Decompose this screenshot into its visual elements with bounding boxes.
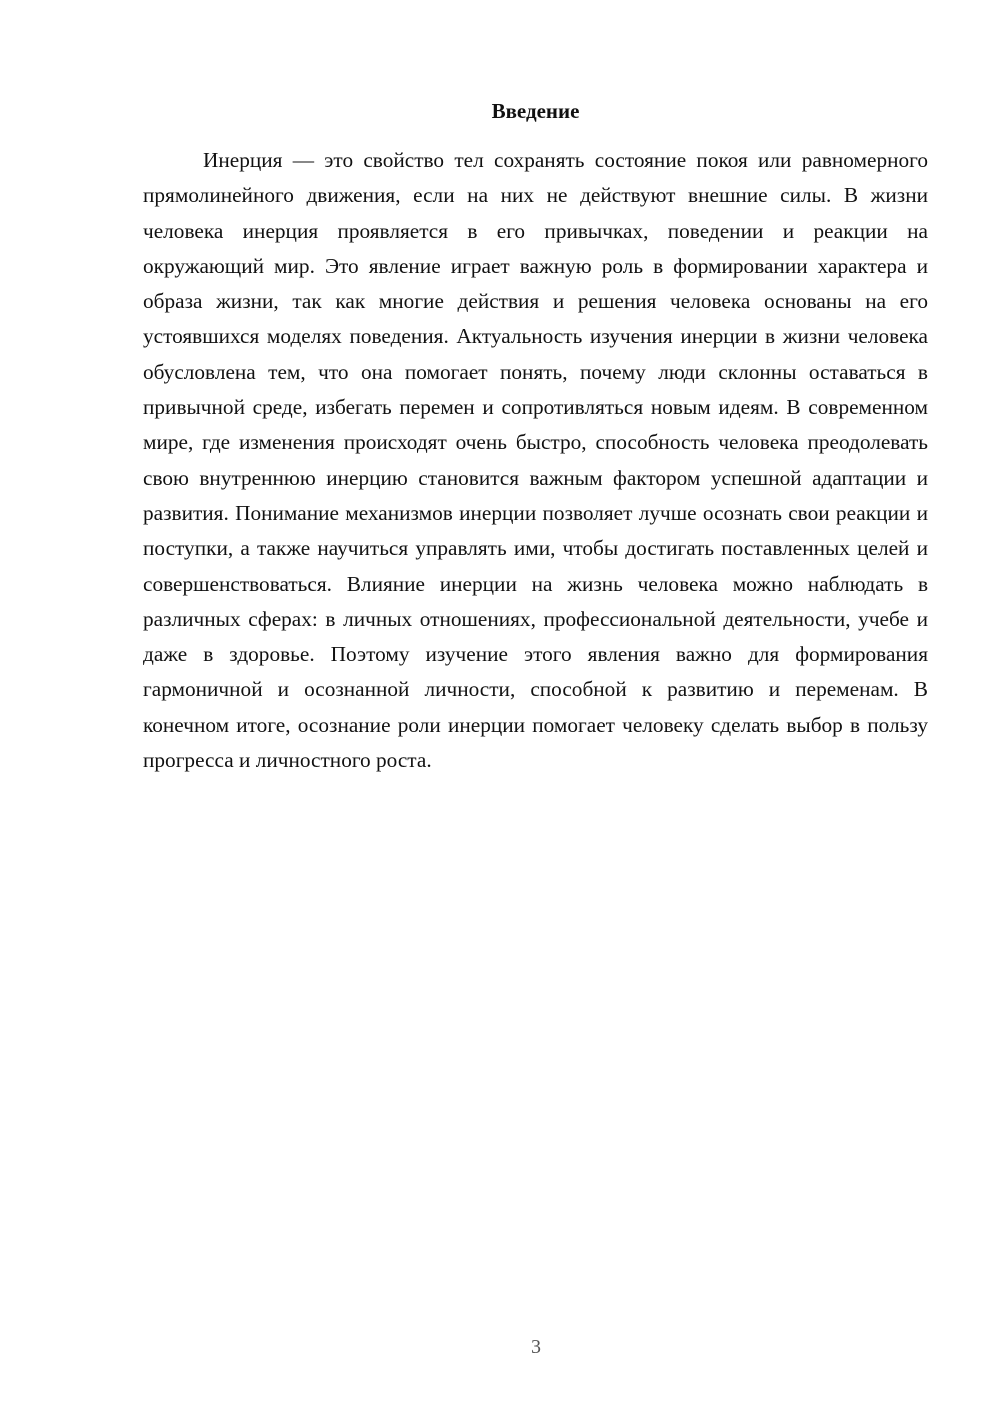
body-paragraph: Инерция — это свойство тел сохранять состояние покоя или равномерного прямолинейного движения, если на них не действуют внешние силы. В жизни человека инерция проявляется в его привычках, поведении и реакции на окружающий мир. Это явление играет важную роль в формировании характера и образа жизни, так как многие действия и решения человека основаны на его устоявшихся моделях поведения. Актуальность изучения инерции в жизни человека обусловлена тем, что она помогает понять, почему люди склонны оставаться в привычной среде, избегать перемен и сопротивляться новым идеям. В современном мире, где изменения происходят очень быстро, способность человека преодолевать свою внутреннюю инерцию становится важным фактором успешной адаптации и развития. Понимание механизмов инерции позволяет лучше осознать свои реакции и поступки, а также научиться управлять ими, чтобы достигать поставленных целей и совершенствоваться. Влияние инерции на жизнь человека можно наблюдать в различных сферах: в личных отношениях, профессиональной деятельности, учебе и даже в здоровье. Поэтому изучение этого явления важно для формирования гармоничной и осознанной личности, способной к развитию и переменам. В конечном итоге, осознание роли инерции помогает человеку сделать выбор в пользу прогресса и личностного роста. xyxy=(143,148,928,773)
section-title: Введение xyxy=(491,99,580,123)
page-number: 3 xyxy=(531,1336,541,1358)
